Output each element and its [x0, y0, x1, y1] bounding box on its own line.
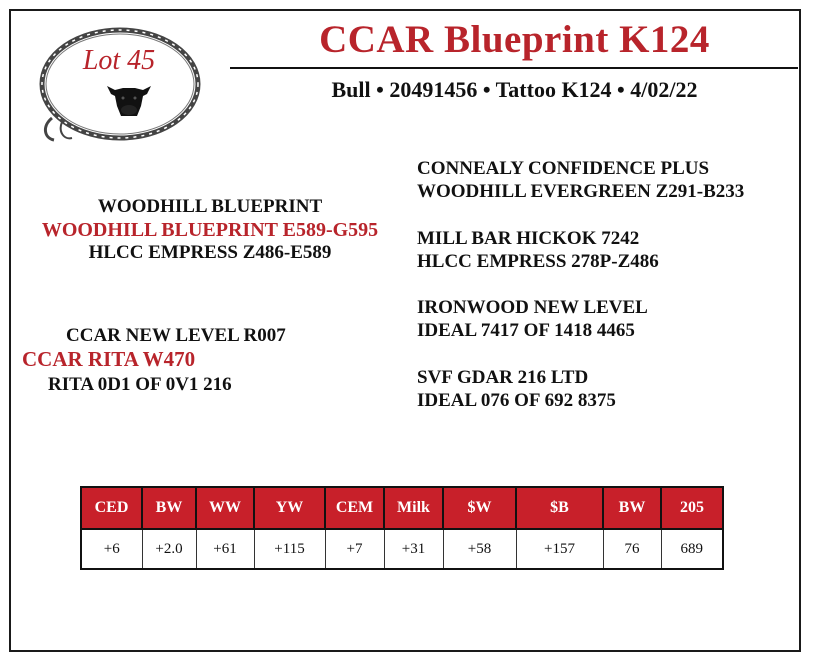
sire: WOODHILL BLUEPRINT E589-G595	[41, 219, 379, 241]
dam-sire: CCAR NEW LEVEL R007	[66, 325, 286, 346]
epd-value-ww: +61	[196, 529, 254, 569]
epd-header-row	[81, 487, 723, 529]
sire-dam: HLCC EMPRESS Z486-E589	[88, 242, 332, 263]
dam: CCAR RITA W470	[22, 347, 196, 371]
sire-sire: WOODHILL BLUEPRINT	[97, 196, 323, 217]
epd-header-milk: Milk	[384, 487, 443, 529]
epd-value-row	[81, 529, 723, 569]
epd-value-yw: +115	[254, 529, 325, 569]
animal-details: Bull • 20491456 • Tattoo K124 • 4/02/22	[331, 77, 698, 102]
epd-header-w-index: $W	[443, 487, 516, 529]
epd-value-cem: +7	[325, 529, 384, 569]
third-gen-7: SVF GDAR 216 LTD	[417, 367, 589, 388]
epd-value-b-index: +157	[516, 529, 603, 569]
epd-header-b-index: $B	[516, 487, 603, 529]
epd-value-ced: +6	[81, 529, 142, 569]
epd-header-ww: WW	[196, 487, 254, 529]
dam-dam: RITA 0D1 OF 0V1 216	[48, 374, 232, 395]
epd-value-bw: +2.0	[142, 529, 196, 569]
epd-value-205: 689	[661, 529, 723, 569]
epd-header-ced: CED	[81, 487, 142, 529]
epd-value-milk: +31	[384, 529, 443, 569]
third-gen-5: IRONWOOD NEW LEVEL	[417, 297, 648, 318]
third-gen-1: CONNEALY CONFIDENCE PLUS	[417, 158, 710, 179]
title-divider	[230, 67, 798, 69]
epd-header-yw: YW	[254, 487, 325, 529]
third-gen-6: IDEAL 7417 OF 1418 4465	[417, 320, 635, 341]
epd-value-actual-bw: 76	[603, 529, 661, 569]
third-gen-4: HLCC EMPRESS 278P-Z486	[417, 251, 659, 272]
epd-header-bw: BW	[142, 487, 196, 529]
bull-icon	[101, 76, 157, 120]
third-gen-2: WOODHILL EVERGREEN Z291-B233	[417, 181, 745, 202]
epd-header-actual-bw: BW	[603, 487, 661, 529]
third-gen-3: MILL BAR HICKOK 7242	[417, 228, 640, 249]
epd-header-cem: CEM	[325, 487, 384, 529]
epd-header-205: 205	[661, 487, 723, 529]
page-title: CCAR Blueprint K124	[319, 18, 710, 61]
lot-label: Lot 45	[82, 45, 156, 76]
epd-table	[80, 486, 724, 570]
third-gen-8: IDEAL 076 OF 692 8375	[417, 390, 616, 411]
epd-value-w-index: +58	[443, 529, 516, 569]
